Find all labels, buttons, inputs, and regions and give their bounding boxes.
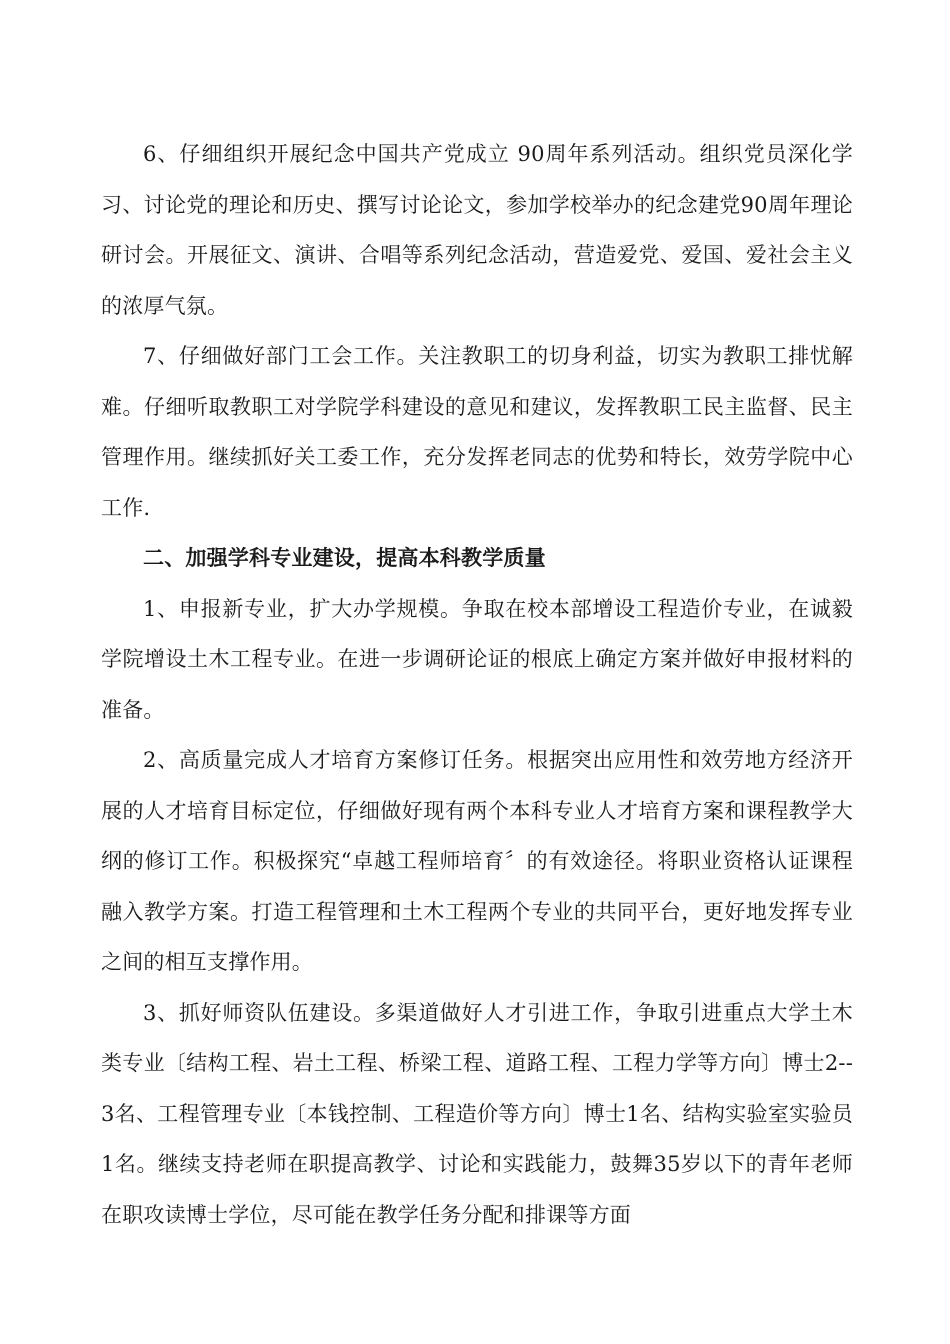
paragraph-item-6: 6、仔细组织开展纪念中国共产党成立 90周年系列活动。组织党员深化学习、讨论党的理论和历史、撰写讨论论文，参加学校举办的纪念建党90周年理论研讨会。开展征文、演讲、合唱等系列纪念活动，营造爱党、爱国、爱社会主义的浓厚气氛。 (101, 142, 853, 318)
paragraph-item-7: 7、仔细做好部门工会工作。关注教职工的切身利益，切实为教职工排忧解难。仔细听取教职工对学院学科建设的意见和建议，发挥教职工民主监督、民主管理作用。继续抓好关工委工作，充分发挥老同志的优势和特长，效劳学院中心工作. (101, 344, 853, 520)
document-body (101, 129, 853, 1240)
paragraph-new-major: 1、申报新专业，扩大办学规模。争取在校本部增设工程造价专业，在诚毅学院增设土木工程专业。在进一步调研论证的根底上确定方案并做好申报材料的准备。 (101, 596, 853, 722)
paragraph-faculty-building: 3、抓好师资队伍建设。多渠道做好人才引进工作，争取引进重点大学土木类专业〔结构工程、岩土工程、桥梁工程、道路工程、工程力学等方向〕博士2--3名、工程管理专业〔本钱控制、工程造价等方向〕博士1名、结构实验室实验员1名。继续支持老师在职提高教学、讨论和实践能力，鼓舞35岁以下的青年老师在职攻读博士学位，尽可能在教学任务分配和排课等方面 (101, 1000, 853, 1227)
paragraph-training-plan: 2、高质量完成人才培育方案修订任务。根据突出应用性和效劳地方经济开展的人才培育目标定位，仔细做好现有两个本科专业人才培育方案和课程教学大纲的修订工作。积极探究“卓越工程师培育〞的有效途径。将职业资格认证课程融入教学方案。打造工程管理和土木工程两个专业的共同平台，更好地发挥专业之间的相互支撑作用。 (101, 748, 853, 974)
section-heading: 二、加强学科专业建设，提高本科教学质量 (143, 545, 546, 570)
